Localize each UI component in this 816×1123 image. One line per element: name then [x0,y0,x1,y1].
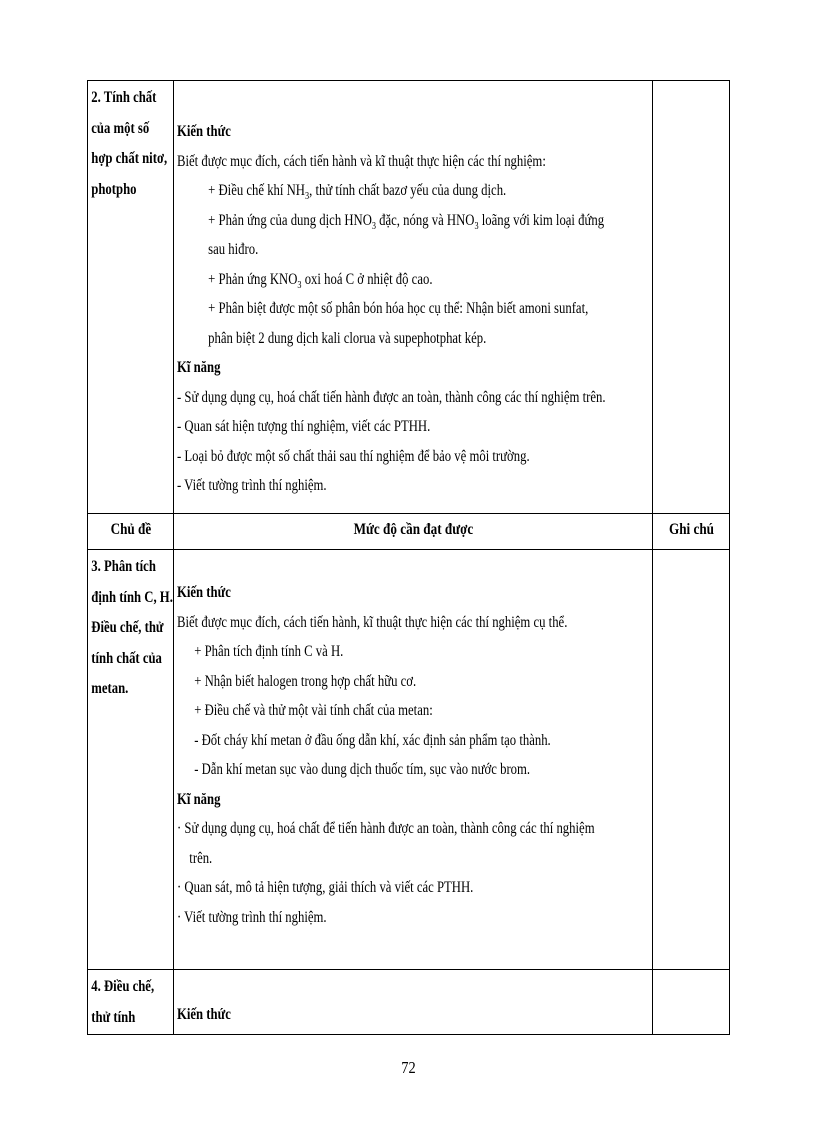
topic-cell [88,550,174,970]
topic-cell [88,970,174,1035]
text-line: · Viết tường trình thí nghiệm. [177,908,327,926]
table-row [88,550,730,970]
table-row [88,970,730,1035]
table-row [88,81,730,514]
section-heading: Kiến thức [177,1006,231,1023]
header-cell-topic: Chủ đề [88,514,174,550]
text-line: + Phân biệt được một số phân bón hóa học cụ thể: Nhận biết amoni sunfat, [208,300,589,317]
text-line: + Phản ứng $KNO_3$ oxi hoá C ở nhiệt độ cao. [208,270,433,291]
text-line: sau hiđro. [208,241,259,258]
header-cell-level: Mức độ cần đạt được [174,514,653,550]
text-line: - Đốt cháy khí metan ở đầu ống dẫn khí, xác định sản phẩm tạo thành. [194,731,551,749]
text-line: + Nhận biết halogen trong hợp chất hữu cơ. [194,672,417,690]
topic-label: 2. Tính chất của một số hợp chất nitơ, photpho [91,89,168,198]
text-line: + Phân tích định tính C và H. [194,643,344,660]
text-line: - Quan sát hiện tượng thí nghiệm, viết các PTHH. [177,418,431,435]
section-heading: Kĩ năng [177,359,221,376]
text-line: Biết được mục đích, cách tiến hành, kĩ thuật thực hiện các thí nghiệm cụ thể. [177,613,568,631]
topic-label: 4. Điều chế, thử tính [91,978,155,1026]
text-line: + Điều chế khí $NH_3$, thử tính chất bazơ yếu của dung dịch. [208,182,507,203]
text-line: Biết được mục đích, cách tiến hành và kĩ thuật thực hiện các thí nghiệm: [177,152,546,170]
note-cell [653,81,730,514]
text-line: - Viết tường trình thí nghiệm. [177,477,327,494]
note-cell [653,550,730,970]
topic-label: 3. Phân tích định tính C, H. Điều chế, thử tính chất của metan. [91,558,173,697]
text-line: phân biệt 2 dung dịch kali clorua và supephotphat kép. [208,329,487,347]
section-heading: Kiến thức [177,584,231,601]
content-cell [174,550,653,970]
topic-cell [88,81,174,514]
section-heading: Kiến thức [177,123,231,140]
text-line: - Loại bỏ được một số chất thải sau thí nghiệm để bảo vệ môi trường. [177,447,530,465]
note-cell [653,970,730,1035]
text-line: - Sử dụng dụng cụ, hoá chất tiến hành được an toàn, thành công các thí nghiệm trên. [177,388,606,406]
text-line: trên. [189,849,213,867]
competency-table [87,80,730,1035]
text-line: + Phản ứng của dung dịch $HNO_3$ đặc, nóng và $HNO_3$ loãng với kim loại đứng [208,211,605,232]
content-cell [174,81,653,514]
section-heading: Kĩ năng [177,790,221,808]
text-line: · Quan sát, mô tả hiện tượng, giải thích và viết các PTHH. [177,879,474,896]
content-cell [174,970,653,1035]
text-line: - Dẫn khí metan sục vào dung dịch thuốc tím, sục vào nước brom. [194,761,531,778]
text-line: · Sử dụng dụng cụ, hoá chất để tiến hành được an toàn, thành công các thí nghiệm [177,820,595,837]
page-number: 72 [400,1058,416,1077]
header-cell-note: Ghi chú [653,514,730,550]
header-row [88,514,730,550]
text-line: + Điều chế và thử một vài tính chất của metan: [194,702,433,719]
